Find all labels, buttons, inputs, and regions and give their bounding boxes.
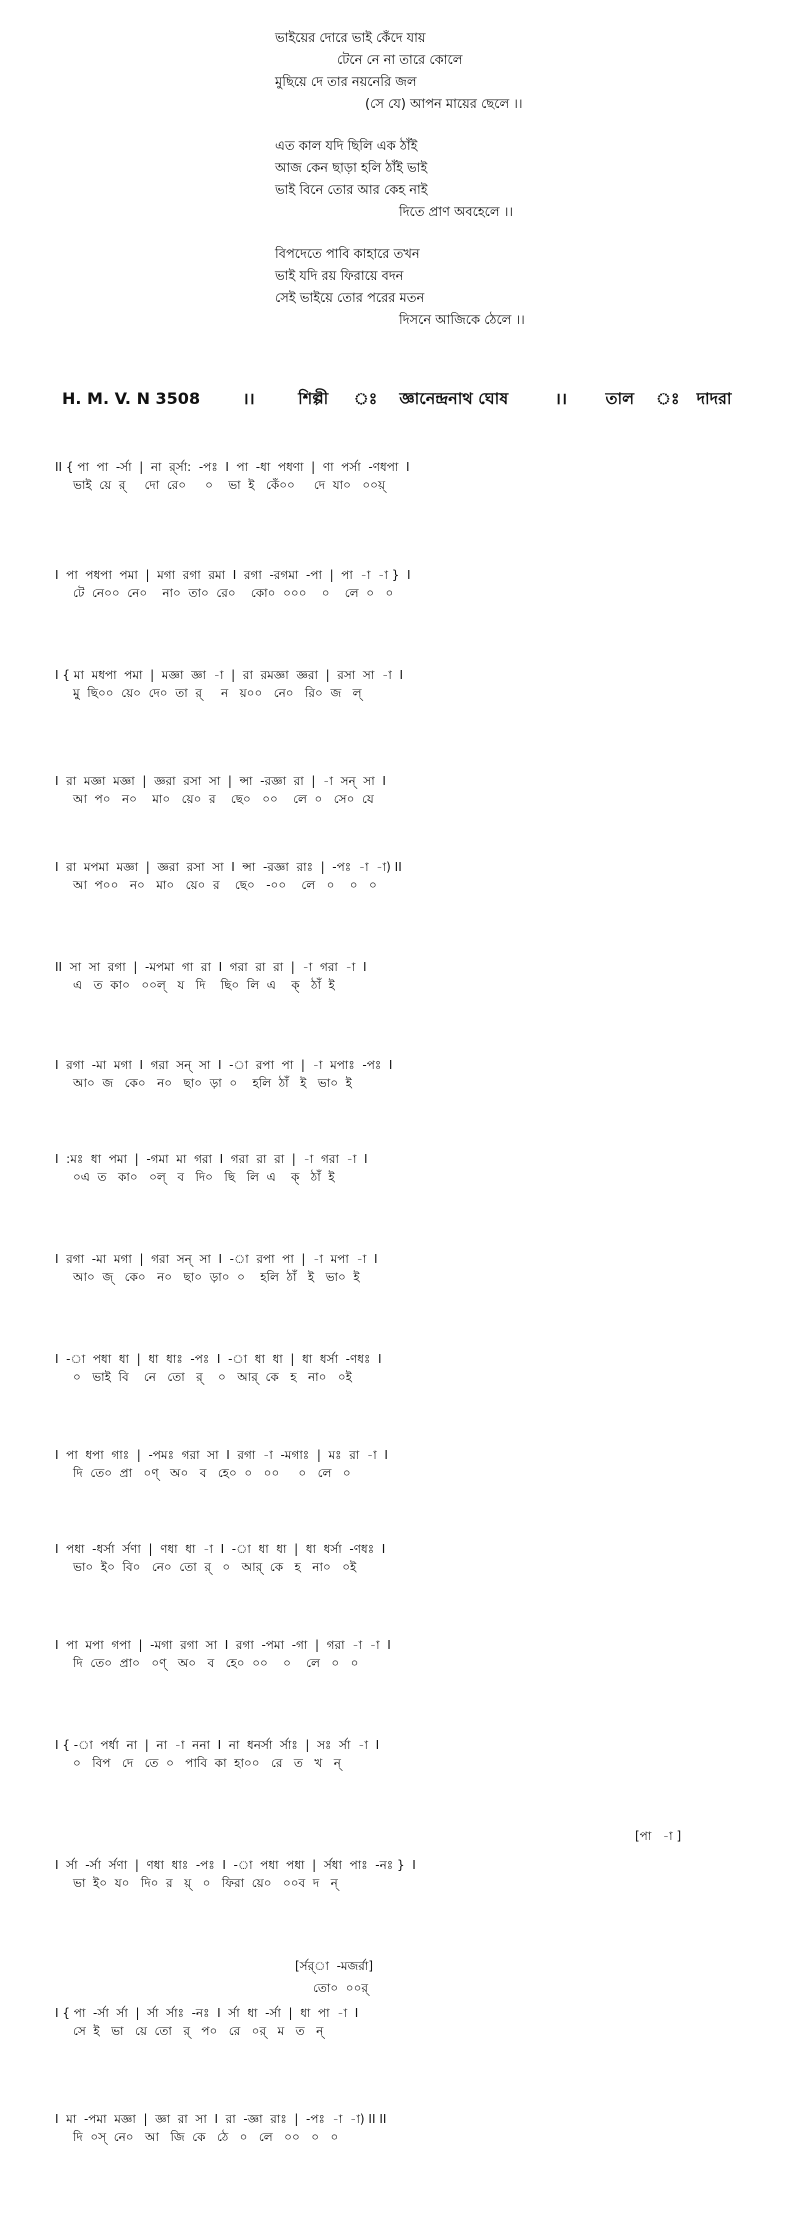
variation-bracket: [পা -া ] [635, 1829, 682, 1843]
lyric-line: সেই ভাইয়ে তোর পরের মতন [275, 291, 425, 306]
lyric-syllables: আ প০ ন০ মা০ য়ে০ র ছে০ ০০ লে ০ সে০ যে [73, 792, 374, 806]
lyric-line: দিতে প্রাণ অবহেলে ।। [399, 205, 514, 220]
stanza-3 [275, 244, 525, 332]
stanza-1 [275, 28, 525, 116]
notation-row [55, 566, 775, 602]
swara-line: I রগা -মা মগা I গরা সন্ সা I -া রপা পা | -া মপাঃ -পঃ I [55, 1058, 393, 1072]
colon: ঃ [353, 389, 378, 408]
lyric-syllables: আ প০০ ন০ মা০ য়ে০ র ছে০ -০০ লে ০ ০ ০ [73, 878, 377, 892]
swara-line: II সা সা রগা | -মপমা গা রা I গরা রা রা | -া গরা -া I [55, 960, 367, 974]
swara-line: I রা মজ্ঞা মজ্ঞা | জ্ঞরা রসা সা | ন্সা -রজ্ঞা রা | -া সন্ সা I [55, 774, 386, 788]
lyric-syllables: সে ই ভা য়ে তো র্ প০ রে ০র্ ম ত ন্ [73, 2024, 324, 2038]
lyric-syllables: ০ ভাই বি নে তো র্ ০ আর্ কে হ না০ ০ই [73, 1370, 352, 1384]
lyric-syllables: আ০ জ্ কে০ ন০ ছা০ ড়া০ ০ হলি ঠাঁ ই ভা০ ই [73, 1270, 360, 1284]
swara-line: I রগা -মা মগা | গরা সন্ সা I -া রপা পা | -া মপা -া I [55, 1252, 378, 1266]
notation-row [55, 1540, 775, 1576]
swara-line: I পা মপা গপা | -মগা রগা সা I রগা -পমা -গা | গরা -া -া I [55, 1638, 391, 1652]
lyric-syllables: এ ত কা০ ০০ল্ য দি ছি০ লি এ ক্ ঠাঁ ই [73, 978, 335, 992]
lyric-syllables: ভা ই০ য০ দি০ র য়্ ০ ফিরা য়ে০ ০০ব দ ন্ [73, 1876, 338, 1890]
lyric-line: আজ কেন ছাড়া হলি ঠাঁই ভাই [275, 161, 428, 176]
variation-syllables: তো০ ০০র্ [313, 1981, 368, 1995]
lyric-line: ভাইয়ের দোরে ভাই কেঁদে যায় [275, 31, 426, 46]
notation-row [55, 458, 775, 494]
stanza-2 [275, 136, 525, 224]
notation-row [55, 858, 775, 894]
lyric-line: টেনে নে না তারে কোলে [337, 53, 463, 68]
notation-row [55, 1250, 775, 1286]
artist-label: শিল্পী [298, 389, 329, 408]
colon: ঃ [656, 389, 680, 408]
lyric-line: ভাই যদি রয় ফিরায়ে বদন [275, 269, 404, 284]
lyric-line: মুছিয়ে দে তার নয়নেরি জল [275, 75, 417, 90]
record-credit-line [62, 386, 762, 413]
notation-row [55, 2004, 775, 2040]
lyric-line: বিপদেতে পাবি কাহারে তখন [275, 247, 420, 262]
notation-row [55, 772, 775, 808]
notation-row [55, 666, 775, 702]
lyric-syllables: ০ বিপ দে তে ০ পাবি কা হা০০ রে ত খ ন্ [73, 1756, 341, 1770]
lyric-syllables: আ০ জ কে০ ন০ ছা০ ড়া ০ হলি ঠাঁ ই ভা০ ই [73, 1076, 352, 1090]
lyric-line: ভাই বিনে তোর আর কেহ নাই [275, 183, 428, 198]
lyric-syllables: ০এ ত কা০ ০ল্ ব দি০ ছি লি এ ক্ ঠাঁ ই [73, 1170, 335, 1184]
swara-line: I রা মপমা মজ্ঞা | জ্ঞরা রসা সা I ন্সা -রজ্ঞা রাঃ | -পঃ -া -া) II [55, 860, 402, 874]
notation-row [55, 958, 775, 994]
song-lyrics [275, 28, 525, 352]
lyric-syllables: ভাই য়ে র্ দো রে০ ০ ভা ই কেঁ০০ দে যা০ ০০য়্ [73, 478, 386, 492]
variation-bracket: [র্সর্‌া -মজর্রা] [295, 1959, 374, 1973]
separator: ।। [554, 389, 568, 408]
swara-line: I { -া পর্ধা না | না -া ননা I না ধনর্সা র্সাঃ | সঃ র্সা -া I [55, 1738, 380, 1752]
lyric-line: (সে যে) আপন মায়ের ছেলে ।। [365, 97, 523, 112]
tala-name: দাদরা [696, 389, 732, 408]
swara-line: I -া পধা ধা | ধা ধাঃ -পঃ I -া ধা ধা | ধা ধর্সা -ণধঃ I [55, 1352, 382, 1366]
lyric-syllables: দি ০স্ নে০ আ জি কে ঠে ০ লে ০০ ০ ০ [73, 2130, 339, 2144]
swara-line: I { মা মধপা পমা | মজ্ঞা জ্ঞা -া | রা রমজ্ঞা জ্ঞরা | রসা সা -া I [55, 668, 403, 682]
tala-label: তাল [605, 389, 635, 408]
swara-line: I র্সা -র্সা র্সণা | ণধা ধাঃ -পঃ I -া পধা পধা | র্সধা পাঃ -নঃ } I [55, 1858, 416, 1872]
swara-line: I :মঃ ধা পমা | -গমা মা গরা I গরা রা রা | -া গরা -া I [55, 1152, 368, 1166]
swara-line: I পধা -ধর্সা র্সণা | ণধা ধা -া I -া ধা ধা | ধা ধর্সা -ণধঃ I [55, 1542, 386, 1556]
swara-line: I { পা -র্সা র্সা | র্সা র্সাঃ -নঃ I র্সা ধা -র্সা | ধা পা -া I [55, 2006, 359, 2020]
record-number: H. M. V. N 3508 [62, 389, 201, 408]
swara-line: I পা ধপা গাঃ | -পমঃ গরা সা I রগা -া -মগাঃ | মঃ রা -া I [55, 1448, 388, 1462]
lyric-syllables: মু ছি০০ য়ে০ দে০ তা র্ ন য়০০ নে০ রি০ জ ল্ [73, 686, 362, 700]
lyric-syllables: দি তে০ প্রা০ ০ণ্ অ০ ব হে০ ০০ ০ লে ০ ০ [73, 1656, 359, 1670]
lyric-syllables: ভা০ ই০ বি০ নে০ তো র্ ০ আর্ কে হ না০ ০ই [73, 1560, 357, 1574]
lyric-syllables: টে নে০০ নে০ না০ তা০ রে০ কো০ ০০০ ০ লে ০ ০ [73, 586, 394, 600]
lyric-syllables: দি তে০ প্রা ০ণ্ অ০ ব হে০ ০ ০০ ০ লে ০ [73, 1466, 351, 1480]
notation-row [55, 1736, 775, 1772]
notation-row [55, 1636, 775, 1672]
notation-row [55, 2110, 775, 2146]
notation-row [55, 1350, 775, 1386]
swara-line: I মা -পমা মজ্ঞা | জ্ঞা রা সা I রা -জ্ঞা রাঃ | -পঃ -া -া) II II [55, 2112, 387, 2126]
separator: ।। [242, 389, 255, 408]
notation-row [55, 1056, 775, 1092]
notation-row [55, 1150, 775, 1186]
notation-row [55, 1856, 775, 1892]
lyric-line: দিসনে আজিকে ঠেলে ।। [399, 313, 525, 328]
artist-name: জ্ঞানেন্দ্রনাথ ঘোষ [399, 389, 509, 408]
notation-row [55, 1446, 775, 1482]
lyric-line: এত কাল যদি ছিলি এক ঠাঁই [275, 139, 418, 154]
swara-line: II { পা পা -র্সা | না র্র্সা: -পঃ I পা -ধা পধণা | ণা পর্সা -ণধপা I [55, 460, 410, 474]
swara-line: I পা পধপা পমা | মগা রগা রমা I রগা -রগমা -পা | পা -া -া } I [55, 568, 411, 582]
